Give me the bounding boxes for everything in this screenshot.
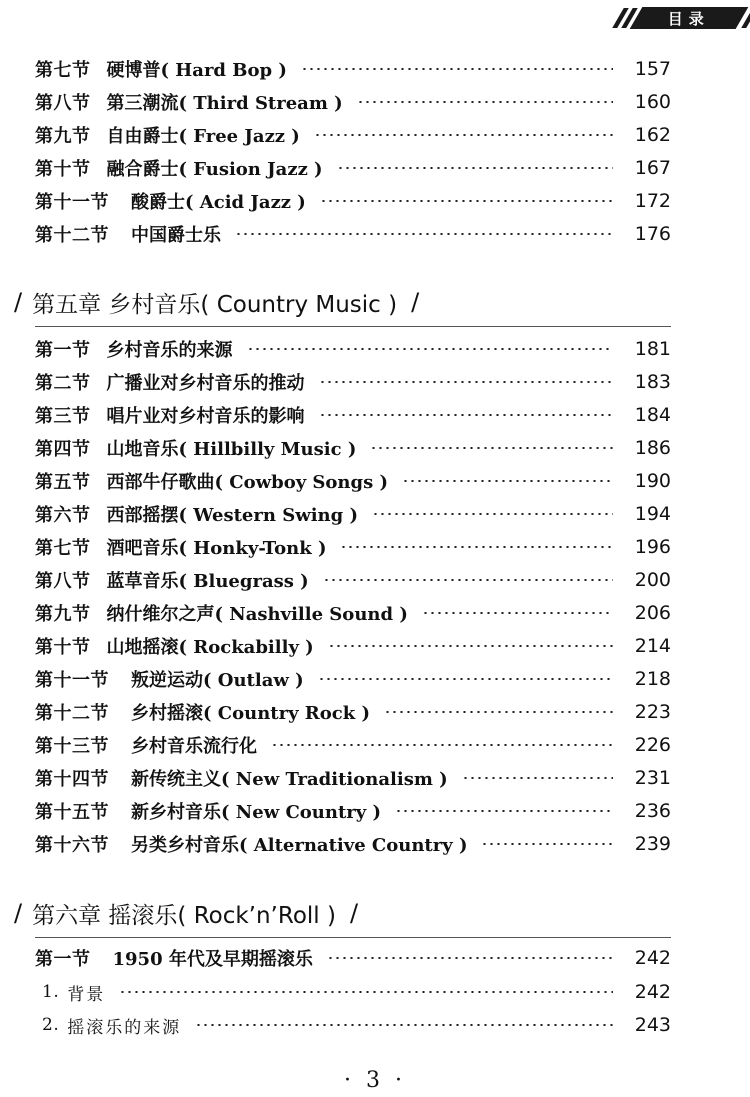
section-number: 第一节	[35, 949, 91, 970]
section-number: 第八节	[35, 571, 91, 592]
section-title: 中国爵士乐	[131, 225, 221, 246]
page-number: 157	[634, 58, 671, 80]
toc-entry[interactable]	[35, 944, 671, 972]
section-number: 第十三节	[35, 736, 109, 757]
chapter-slash-mark: /	[411, 288, 420, 316]
section-title: 山地摇滚( Rockabilly )	[106, 637, 314, 658]
page-number: 160	[634, 91, 671, 113]
section-number: 第八节	[35, 93, 91, 114]
toc-entry[interactable]	[35, 533, 671, 561]
page-number: 214	[634, 635, 671, 657]
section-number: 第五节	[35, 472, 91, 493]
toc-entry[interactable]	[35, 154, 671, 182]
toc-entry[interactable]	[35, 599, 671, 627]
section-number: 第十六节	[35, 835, 109, 856]
toc-entry[interactable]	[35, 368, 671, 396]
section-title: 蓝草音乐( Bluegrass )	[106, 571, 309, 592]
page-number: 236	[634, 800, 671, 822]
dot-leader	[422, 612, 613, 614]
dot-leader	[323, 579, 613, 581]
dot-leader	[370, 447, 613, 449]
page-number: 200	[634, 569, 671, 591]
section-title: 1950 年代及早期摇滚乐	[112, 949, 313, 970]
toc-subentry[interactable]	[42, 978, 671, 1006]
dot-leader	[481, 843, 613, 845]
section-title: 自由爵士( Free Jazz )	[106, 126, 300, 147]
toc-entry[interactable]	[35, 401, 671, 429]
dot-leader	[395, 810, 613, 812]
section-number: 第十一节	[35, 192, 109, 213]
toc-entry[interactable]	[35, 632, 671, 660]
section-number: 第十节	[35, 637, 91, 658]
subsection-number: 2.	[42, 1015, 60, 1035]
toc-entry[interactable]	[35, 88, 671, 116]
page-number: 186	[634, 437, 671, 459]
dot-leader	[372, 513, 613, 515]
section-number: 第十二节	[35, 703, 109, 724]
toc-entry[interactable]	[35, 434, 671, 462]
section-title: 第三潮流( Third Stream )	[106, 93, 343, 114]
dot-leader	[319, 414, 614, 416]
section-number: 第七节	[35, 60, 91, 81]
section-title: 纳什维尔之声( Nashville Sound )	[106, 604, 408, 625]
page-number: 172	[634, 190, 671, 212]
toc-entry[interactable]	[35, 698, 671, 726]
dot-leader	[327, 957, 613, 959]
section-title: 新乡村音乐( New Country )	[131, 802, 381, 823]
page-number: 242	[634, 947, 671, 969]
page-number: 176	[634, 223, 671, 245]
toc-entry[interactable]	[35, 121, 671, 149]
section-title: 融合爵士( Fusion Jazz )	[106, 159, 323, 180]
section-title: 西部牛仔歌曲( Cowboy Songs )	[106, 472, 389, 493]
dot-leader	[318, 678, 613, 680]
section-number: 第四节	[35, 439, 91, 460]
dot-leader	[384, 711, 613, 713]
chapter-heading[interactable]	[14, 285, 419, 319]
section-number: 第二节	[35, 373, 91, 394]
dot-leader	[337, 167, 613, 169]
section-number: 第六节	[35, 505, 91, 526]
toc-entry[interactable]	[35, 731, 671, 759]
dot-leader	[319, 381, 614, 383]
section-title: 乡村摇滚( Country Rock )	[131, 703, 370, 724]
section-number: 第七节	[35, 538, 91, 559]
section-title: 另类乡村音乐( Alternative Country )	[131, 835, 468, 856]
toc-entry[interactable]	[35, 220, 671, 248]
section-title: 西部摇摆( Western Swing )	[106, 505, 359, 526]
dot-leader	[462, 777, 613, 779]
page-number: 167	[634, 157, 671, 179]
page-number: 239	[634, 833, 671, 855]
page-number: 218	[634, 668, 671, 690]
dot-leader	[301, 68, 613, 70]
toc-entry[interactable]	[35, 764, 671, 792]
page-number: 243	[634, 1014, 671, 1036]
dot-leader	[235, 233, 613, 235]
toc-entry[interactable]	[35, 830, 671, 858]
section-number: 第十五节	[35, 802, 109, 823]
subsection-number: 1.	[42, 982, 60, 1002]
dot-leader	[119, 991, 613, 993]
page-number: 194	[634, 503, 671, 525]
toc-tab-label: 目录	[667, 9, 710, 28]
chapter-rule	[35, 937, 671, 938]
page-number: 242	[634, 981, 671, 1003]
section-title: 叛逆运动( Outlaw )	[131, 670, 304, 691]
page-folio: · 3 ·	[344, 1068, 406, 1093]
subsection-title: 摇滚乐的来源	[67, 1017, 182, 1038]
page-number: 196	[634, 536, 671, 558]
section-tab	[618, 6, 750, 30]
chapter-rule	[35, 326, 671, 327]
dot-leader	[328, 645, 613, 647]
dot-leader	[195, 1024, 613, 1026]
chapter-slash-mark: /	[14, 288, 23, 316]
section-title: 山地音乐( Hillbilly Music )	[106, 439, 357, 460]
section-title: 酒吧音乐( Honky-Tonk )	[106, 538, 327, 559]
toc-tab-label-box	[630, 7, 749, 29]
chapter-heading[interactable]	[14, 896, 358, 930]
toc-entry[interactable]	[35, 467, 671, 495]
page-number: 184	[634, 404, 671, 426]
page-number: 223	[634, 701, 671, 723]
section-number: 第十节	[35, 159, 91, 180]
section-number: 第三节	[35, 406, 91, 427]
page-number: 183	[634, 371, 671, 393]
page-number: 206	[634, 602, 671, 624]
dot-leader	[320, 200, 613, 202]
dot-leader	[357, 101, 613, 103]
section-number: 第九节	[35, 604, 91, 625]
section-title: 唱片业对乡村音乐的影响	[106, 406, 305, 427]
page-number: 162	[634, 124, 671, 146]
page-number: 226	[634, 734, 671, 756]
page-number: 190	[634, 470, 671, 492]
toc-subentry[interactable]	[42, 1011, 671, 1039]
section-number: 第一节	[35, 340, 91, 361]
section-title: 硬博普( Hard Bop )	[106, 60, 287, 81]
toc-entry[interactable]	[35, 797, 671, 825]
toc-entry[interactable]	[35, 665, 671, 693]
toc-entry[interactable]	[35, 500, 671, 528]
chapter-slash-mark: /	[349, 899, 359, 927]
dot-leader	[340, 546, 613, 548]
page-number: 181	[634, 338, 671, 360]
section-title: 酸爵士( Acid Jazz )	[131, 192, 306, 213]
section-number: 第十一节	[35, 670, 109, 691]
subsection-title: 背景	[67, 984, 106, 1005]
chapter-title: 第六章 摇滚乐( Rock’n’Roll )	[32, 902, 336, 929]
section-title: 乡村音乐的来源	[106, 340, 233, 361]
dot-leader	[314, 134, 613, 136]
toc-entry[interactable]	[35, 187, 671, 215]
section-number: 第十二节	[35, 225, 109, 246]
dot-leader	[247, 348, 614, 350]
section-number: 第十四节	[35, 769, 109, 790]
toc-entry[interactable]	[35, 335, 671, 363]
section-number: 第九节	[35, 126, 91, 147]
dot-leader	[402, 480, 613, 482]
page-number: 231	[634, 767, 671, 789]
section-title: 乡村音乐流行化	[131, 736, 257, 757]
dot-leader	[271, 744, 613, 746]
toc-entry[interactable]	[35, 55, 671, 83]
section-title: 新传统主义( New Traditionalism )	[131, 769, 448, 790]
chapter-slash-mark: /	[14, 899, 23, 927]
chapter-title: 第五章 乡村音乐( Country Music )	[32, 291, 398, 318]
section-title: 广播业对乡村音乐的推动	[106, 373, 305, 394]
toc-entry[interactable]	[35, 566, 671, 594]
